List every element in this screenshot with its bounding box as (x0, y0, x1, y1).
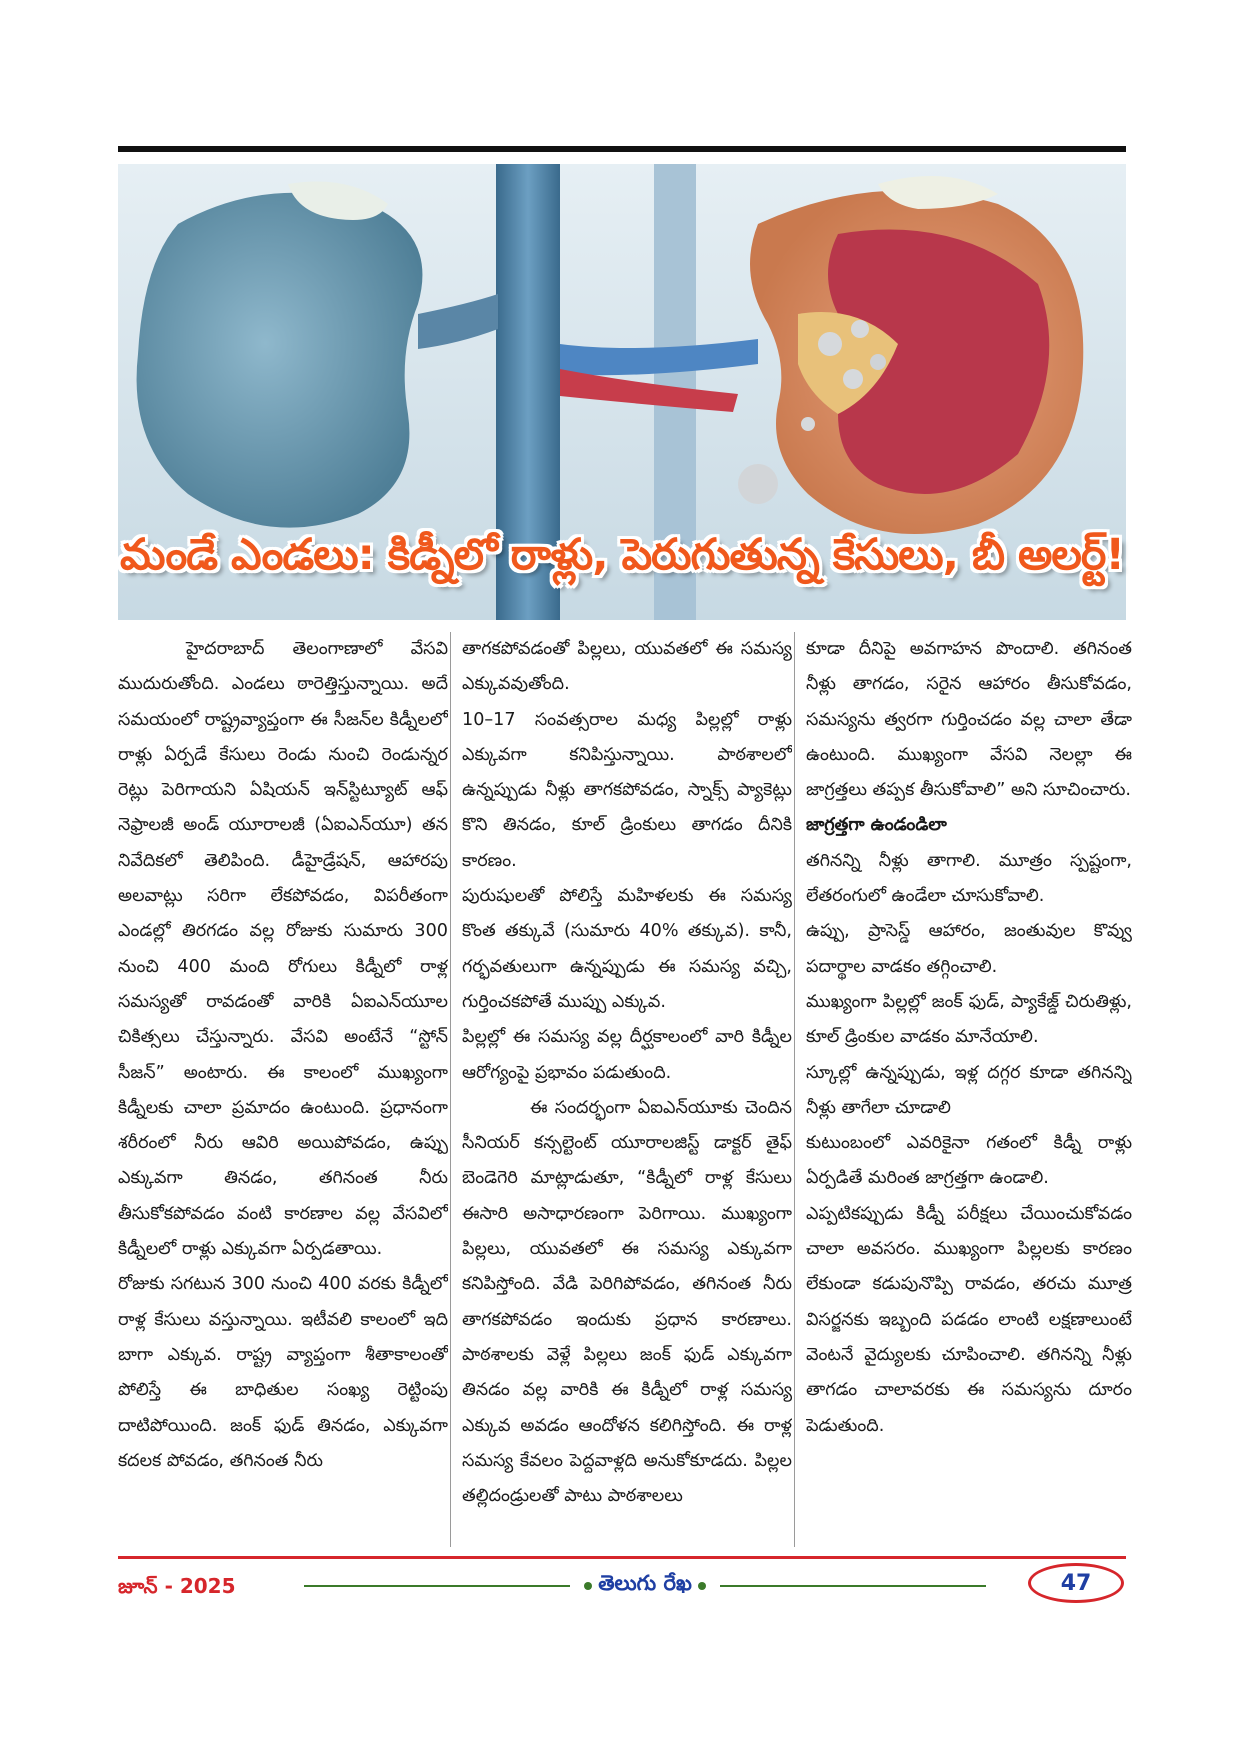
subheading: జాగ్రత్తగా ఉండండిలా (806, 815, 947, 836)
tip-item: ఉప్పు, ప్రాసెస్డ్ ఆహారం, జంతువుల కొవ్వు పదార్థాల వాడకం తగ్గించాలి. (806, 921, 1132, 977)
tip-item: ముఖ్యంగా పిల్లల్లో జంక్ ఫుడ్, ప్యాకేజ్డ్ చిరుతిళ్లు, కూల్ డ్రింకుల వాడకం మానేయాలి. (806, 991, 1132, 1048)
article-column-2 (462, 632, 792, 1552)
paragraph: పిల్లల్లో ఈ సమస్య వల్ల దీర్ఘకాలంలో వారి కిడ్నీల ఆరోగ్యంపై ప్రభావం పడుతుంది. (462, 1027, 792, 1083)
column-divider (794, 632, 795, 1547)
footer-masthead (570, 1568, 720, 1604)
footer-dot (698, 1582, 706, 1590)
paragraph: తాగకపోవడంతో పిల్లలు, యువతలో ఈ సమస్య ఎక్కువవుతోంది. (462, 639, 792, 695)
footer-dot (584, 1582, 592, 1590)
paragraph: పురుషులతో పోలిస్తే మహిళలకు ఈ సమస్య కొంత తక్కువే (సుమారు 40% తక్కువ). కానీ, గర్భవతులుగా ఉన్నప్పుడు ఈ సమస్య వచ్చి, గుర్తించకపోతే ముప్పు ఎక్కువ. (462, 886, 792, 1012)
footer-magazine-name: తెలుగు రేఖ (598, 1571, 692, 1595)
top-rule (118, 146, 1126, 152)
article-column-3 (806, 632, 1132, 1552)
paragraph: 10–17 సంవత్సరాల మధ్య పిల్లల్లో రాళ్లు ఎక్కువగా కనిపిస్తున్నాయి. పాఠశాలలో ఉన్నప్పుడు నీళ్లు తాగకపోవడం, స్నాక్స్ ప్యాకెట్లు కొని తినడం, కూల్ డ్రింకులు తాగడం దీనికి కారణం. (462, 709, 792, 871)
column-divider (450, 632, 451, 1547)
paragraph: కూడా దీనిపై అవగాహన పొందాలి. తగినంత నీళ్లు తాగడం, సరైన ఆహారం తీసుకోవడం, సమస్యను త్వరగా గుర్తించడం వల్ల చాలా తేడా ఉంటుంది. ముఖ్యంగా వేసవి నెలల్లా ఈ జాగ్రత్తలు తప్పక తీసుకోవాలి” అని సూచించారు. (806, 639, 1132, 801)
tip-item: తగినన్ని నీళ్లు తాగాలి. మూత్రం స్పష్టంగా, లేతరంగులో ఉండేలా చూసుకోవాలి. (806, 850, 1132, 907)
tip-item: ఎప్పటికప్పుడు కిడ్నీ పరీక్షలు చేయించుకోవడం చాలా అవసరం. ముఖ్యంగా పిల్లలకు కారణం లేకుండా కడుపునొప్పి రావడం, తరచు మూత్ర విసర్జనకు ఇబ్బంది పడడం లాంటి లక్షణాలుంటే వెంటనే వైద్యులకు చూపించాలి. తగినన్ని నీళ్లు తాగడం చాలావరకు ఈ సమస్యను దూరం పెడుతుంది. (806, 1203, 1132, 1436)
page-number: 47 (1028, 1563, 1124, 1603)
paragraph: ఈ సందర్భంగా ఏఐఎన్‌యూకు చెందిన సీనియర్ కన్సల్టెంట్ యూరాలజిస్ట్ డాక్టర్ తైఫ్ బెండెగెరి మాట్లాడుతూ, “కిడ్నీలో రాళ్ల కేసులు ఈసారి అసాధారణంగా పెరిగాయి. ముఖ్యంగా పిల్లలు, యువతలో ఈ సమస్య ఎక్కువగా కనిపిస్తోంది. వేడి పెరిగిపోవడం, తగినంత నీరు తాగకపోవడం ఇందుకు ప్రధాన కారణాలు. పాఠశాలకు వెళ్లే పిల్లలు జంక్ ఫుడ్ ఎక్కువగా తినడం వల్ల వారికి ఈ కిడ్నీలో రాళ్ల సమస్య ఎక్కువ అవడం ఆందోళన కలిగిస్తోంది. ఈ రాళ్ల సమస్య కేవలం పెద్దవాళ్లది అనుకోకూడదు. పిల్లల తల్లిదండ్రులతో పాటు పాఠశాలలు (462, 1097, 792, 1507)
bottom-rule (118, 1556, 1126, 1559)
footer-issue-date: జూన్ - 2025 (118, 1574, 236, 1598)
tip-item: కుటుంబంలో ఎవరికైనా గతంలో కిడ్నీ రాళ్లు ఏర్పడితే మరింత జాగ్రత్తగా ఉండాలి. (806, 1133, 1132, 1189)
paragraph: రోజుకు సగటున 300 నుంచి 400 వరకు కిడ్నీలో రాళ్ల కేసులు వస్తున్నాయి. ఇటీవలి కాలంలో ఇది బాగా ఎక్కువ. రాష్ట్ర వ్యాప్తంగా శీతాకాలంతో పోలిస్తే ఈ బాధితుల సంఖ్య రెట్టింపు దాటిపోయింది. జంక్ ఫుడ్ తినడం, ఎక్కువగా కదలక పోవడం, తగినంత నీరు (118, 1274, 448, 1471)
tip-item: స్కూల్లో ఉన్నప్పుడు, ఇళ్ల దగ్గర కూడా తగినన్ని నీళ్లు తాగేలా చూడాలి (806, 1062, 1132, 1118)
headline: మండే ఎండలు: కిడ్నీలో రాళ్లు, పెరుగుతున్న కేసులు, బీ అలర్ట్! (119, 530, 1125, 580)
article-column-1 (118, 632, 448, 1552)
paragraph: హైదరాబాద్ తెలంగాణాలో వేసవి ముదురుతోంది. ఎండలు ఠారెత్తిస్తున్నాయి. అదే సమయంలో రాష్ట్రవ్యాప్తంగా ఈ సీజన్‌ల కిడ్నీలలో రాళ్లు ఏర్పడే కేసులు రెండు నుంచి రెండున్నర రెట్లు పెరిగాయని ఏషియన్ ఇన్‌స్టిట్యూట్ ఆఫ్ నెఫ్రాలజీ అండ్ యూరాలజీ (ఏఐఎన్‌యూ) తన నివేదికలో తెలిపింది. డీహైడ్రేషన్, ఆహారపు అలవాట్లు సరిగా లేకపోవడం, విపరీతంగా ఎండల్లో తిరగడం వల్ల రోజుకు సుమారు 300 నుంచి 400 మంది రోగులు కిడ్నీలో రాళ్ల సమస్యతో రావడంతో వారికి ఏఐఎన్‌యూల చికిత్సలు చేస్తున్నారు. వేసవి అంటేనే “స్టోన్ సీజన్” అంటారు. ఈ కాలంలో ముఖ్యంగా కిడ్నీలకు చాలా ప్రమాదం ఉంటుంది. ప్రధానంగా శరీరంలో నీరు ఆవిరి అయిపోవడం, ఉప్పు ఎక్కువగా తినడం, తగినంత నీరు తీసుకోకపోవడం వంటి కారణాల వల్ల వేసవిలో కిడ్నీలలో రాళ్లు ఎక్కువగా ఏర్పడతాయి. (118, 639, 448, 1260)
